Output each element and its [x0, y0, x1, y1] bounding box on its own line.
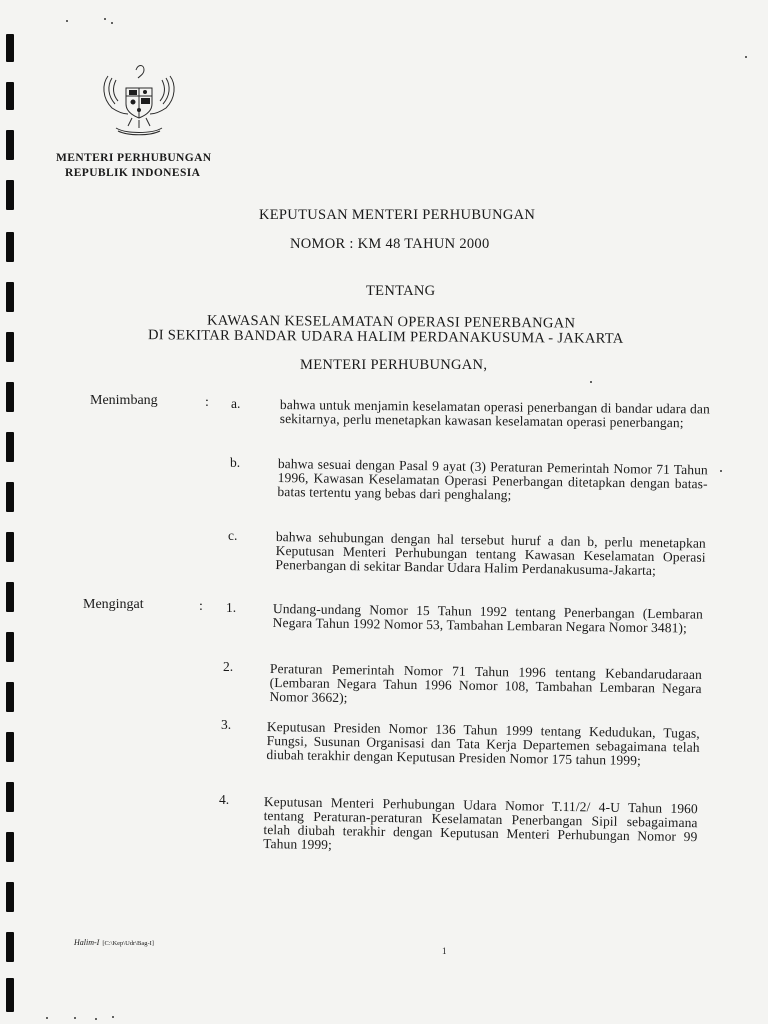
menimbang-marker-c: c. [228, 528, 238, 543]
binder-mark [6, 832, 14, 862]
footer-file-ref [74, 938, 154, 947]
mengingat-marker-3: 3. [221, 717, 232, 732]
menimbang-colon: : [205, 395, 209, 410]
binder-mark [6, 682, 14, 712]
mengingat-item-3: Keputusan Presiden Nomor 136 Tahun 1999 tentang Kedudukan, Tugas, Fungsi, Susunan Organisasi dan Tata Kerja Departemen sebagaimana telah diubah terakhir dengan Keputusan Presiden Nomor 175 tahun 1999; [266, 719, 700, 768]
garuda-emblem-icon [96, 58, 182, 138]
decree-number: NOMOR : KM 48 TAHUN 2000 [290, 236, 490, 252]
issuer-line: MENTERI PERHUBUNGAN, [300, 357, 488, 373]
binder-mark [6, 732, 14, 762]
decree-subject-line1: KAWASAN KESELAMATAN OPERASI PENERBANGAN [206, 312, 576, 332]
mengingat-colon: : [199, 599, 203, 614]
decree-title: KEPUTUSAN MENTERI PERHUBUNGAN [259, 207, 536, 223]
binder-mark [6, 882, 14, 912]
binder-mark [6, 532, 14, 562]
page-number: 1 [442, 946, 447, 956]
scan-speck [112, 1016, 114, 1018]
scan-speck [720, 470, 722, 472]
binder-mark [6, 180, 14, 210]
menimbang-item-b: bahwa sesuai dengan Pasal 9 ayat (3) Peraturan Pemerintah Nomor 71 Tahun 1996, Kawasan Keselamatan Operasi Penerbangan ditetapkan dengan batas-batas tertentu yang bebas dari penghalang; [277, 456, 708, 503]
scan-speck [66, 20, 68, 22]
mengingat-item-1: Undang-undang Nomor 15 Tahun 1992 tentang Penerbangan (Lembaran Negara Tahun 1992 Nomor 53, Tambahan Lembaran Negara Nomor 3481); [272, 601, 703, 636]
mengingat-marker-1: 1. [226, 600, 237, 615]
binder-mark [6, 382, 14, 412]
binder-mark [6, 130, 14, 160]
ministry-name: MENTERI PERHUBUNGAN [56, 152, 212, 164]
mengingat-marker-4: 4. [219, 792, 230, 807]
scan-speck [104, 18, 106, 20]
scan-speck [745, 56, 747, 58]
menimbang-marker-a: a. [231, 396, 241, 411]
menimbang-item-a: bahwa untuk menjamin keselamatan operasi penerbangan di bandar udara dan sekitarnya, perlu menetapkan kawasan keselamatan operasi penerbangan; [279, 397, 710, 431]
decree-about-label: TENTANG [366, 283, 436, 299]
mengingat-item-4: Keputusan Menteri Perhubungan Udara Nomor T.11/2/ 4-U Tahun 1960 tentang Peraturan-peraturan Keselamatan Penerbangan Sipil sebagaimana telah diubah terakhir dengan Keputusan Menteri Perhubungan Nomor 99 Tahun 1999; [263, 794, 698, 853]
menimbang-label: Menimbang [90, 393, 158, 408]
scan-speck [95, 1018, 97, 1020]
ministry-header [56, 151, 212, 181]
mengingat-label: Mengingat [83, 597, 144, 612]
republic-name: REPUBLIK INDONESIA [65, 167, 201, 179]
binder-mark [6, 782, 14, 812]
binder-mark [6, 82, 14, 110]
scan-speck [46, 1017, 48, 1019]
binder-mark [6, 34, 14, 62]
scan-speck [590, 381, 592, 383]
footer-file-code: Halim-I [74, 938, 100, 947]
scan-speck [111, 22, 113, 24]
mengingat-item-2: Peraturan Pemerintah Nomor 71 Tahun 1996 tentang Kebandarudaraan (Lembaran Negara Tahun 1996 Nomor 108, Tambahan Lembaran Negara Nomor 3662); [269, 661, 702, 706]
scan-speck [74, 1017, 76, 1019]
binder-mark [6, 932, 14, 962]
menimbang-marker-b: b. [230, 455, 241, 470]
binder-mark [6, 432, 14, 462]
mengingat-marker-2: 2. [223, 659, 234, 674]
binder-mark [6, 978, 14, 1012]
binder-mark [6, 482, 14, 512]
decree-subject-line2: DI SEKITAR BANDAR UDARA HALIM PERDANAKUSUMA - JAKARTA [147, 327, 624, 347]
menimbang-item-c: bahwa sehubungan dengan hal tersebut huruf a dan b, perlu menetapkan Keputusan Menteri Perhubungan tentang Kawasan Keselamatan Operasi Penerbangan di sekitar Bandar Udara Halim Perdanakusuma-Jakarta; [275, 529, 706, 578]
binder-mark [6, 582, 14, 612]
binder-mark [6, 632, 14, 662]
footer-file-path: [C:\Kep\Udr\Bag-I] [102, 940, 154, 947]
